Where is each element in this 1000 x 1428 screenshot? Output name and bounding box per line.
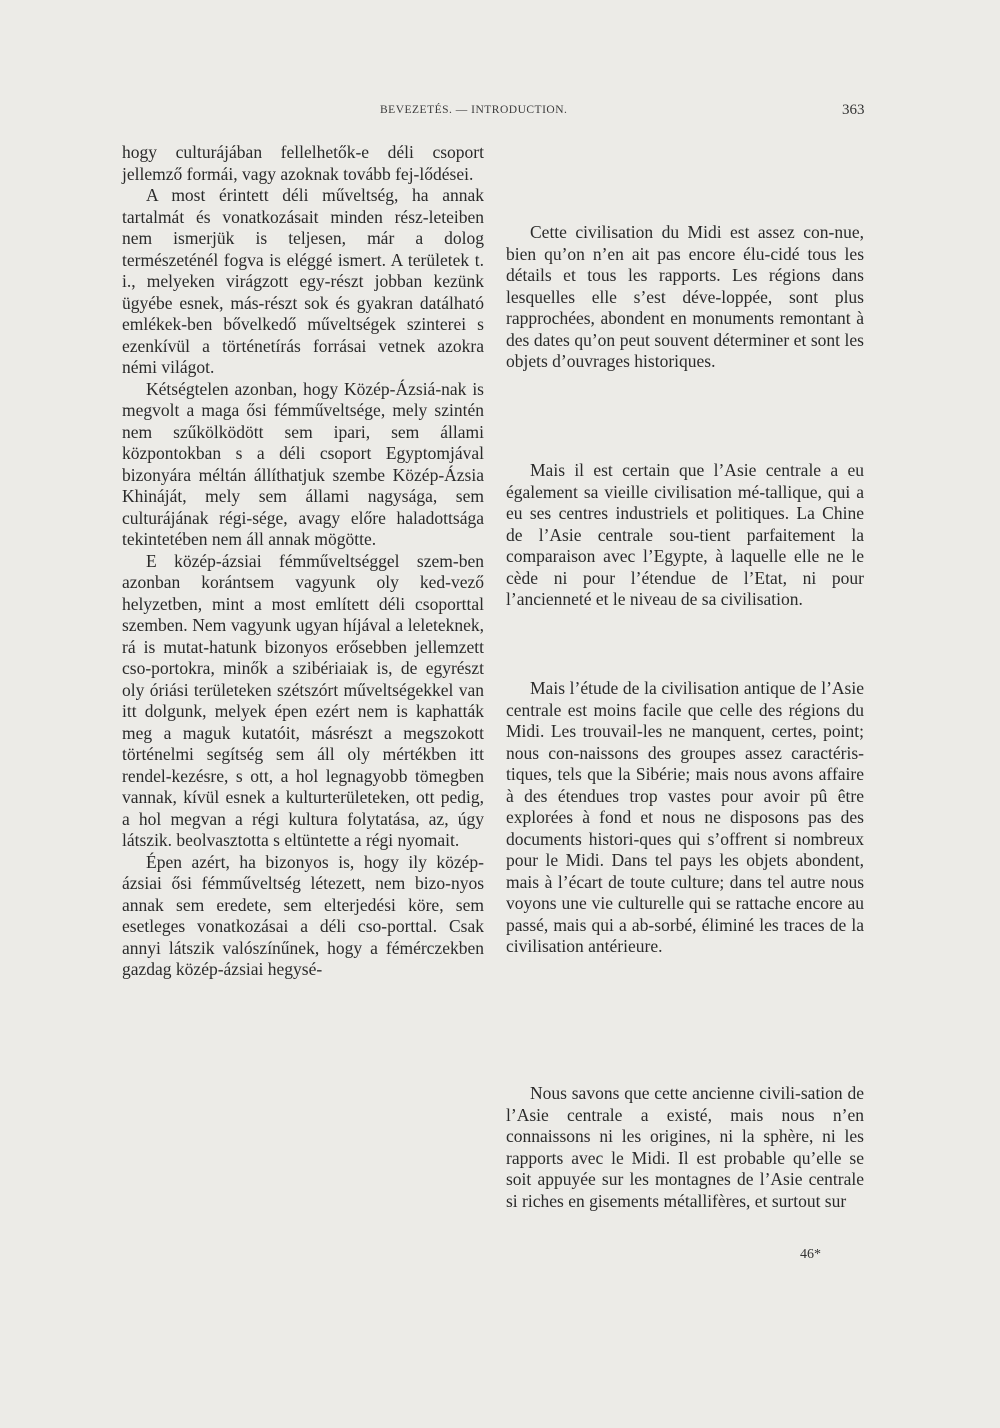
page-number: 363 xyxy=(842,102,865,118)
paragraph: E közép-ázsiai fémműveltséggel szem-ben azonban korántsem vagyunk oly ked-vező helyzetben, mint a most említett déli csoporttal szemben. Nem vagyunk ugyan híjával a leleteknek, rá is mutat-hatunk bizonyos erősebben jellemzett cso-portokra, minők a szibériaiak is, de egyrészt oly óriási területeken szétszórt műveltségekkel van itt dolgunk, melyek épen ezért nem is kaphatták meg a maguk kutatóit, másrészt a megszokott történelmi segítség sem áll oly mértékben itt rendel-kezésre, s ott, a hol legnagyobb tömegben vannak, kívül esnek a kulturterületeken, ott pedig, a hol megvan a régi kultura folytatása, az, úgy látszik. beolvasztotta s eltüntette a régi nyomait. xyxy=(122,550,484,850)
paragraph: A most érintett déli műveltség, ha annak tartalmát és vonatkozásait minden rész-leteiben nem ismerjük is teljesen, már a dolog természeténél fogva is eléggé ismert. A területek t. i., melyeken virágzott egy-részt jobban kezünk ügyébe esnek, más-részt sok és gyakran datálható emlékek-ben bővelkedő műveltségek szinterei s ezenkívül a történetírás forrásai vetnek azokra némi világot. xyxy=(122,185,484,377)
paragraph: Épen azért, ha bizonyos is, hogy ily közép-ázsiai ősi fémműveltség létezett, nem bizo-nyos annak sem eredete, sem elterjedési köre, sem esetleges vonatkozásai a déli cso-porttal. Csak annyi látszik valószínűnek, hogy a fémérczekben gazdag közép-ázsiai hegysé- xyxy=(122,851,484,979)
french-paragraph: Mais l’étude de la civilisation antique de l’Asie centrale est moins facile que celle des régions du Midi. Les trouvail-les ne manquent, certes, point; nous con-naissons des groupes assez caractéris-tiques, tels que la Sibérie; mais nous avons affaire à des étendues trop vastes pour avoir pû être explorées à fond et nous ne disposons pas des documents histori-ques qui s’offrent si nombreux pour le Midi. Dans tel pays les objets abondent, mais à l’écart de toute culture; dans tel autre nous voyons une vie culturelle qui se rattache encore au passé, mais qui a ab-sorbé, éliminé les traces de la civilisation antérieure. xyxy=(506,678,864,956)
running-header: BEVEZETÉS. — INTRODUCTION. xyxy=(380,104,568,116)
french-paragraph: Mais il est certain que l’Asie centrale a eu également sa vieille civilisation mé-tallique, qui a eu ses centres industriels et politiques. La Chine de l’Asie centrale sou-tient parfaitement la comparaison avec l’Egypte, à laquelle elle ne le cède ni pour l’étendue de l’Etat, ni pour l’ancienneté et le niveau de sa civilisation. xyxy=(506,460,864,609)
french-paragraph: Nous savons que cette ancienne civili-sation de l’Asie centrale a existé, mais nous n’en connaissons ni les origines, ni la sphère, ni les rapports avec le Midi. Il est probable qu’elle se soit appuyée sur les montagnes de l’Asie centrale si riches en gisements métallifères, et surtout sur xyxy=(506,1083,864,1211)
french-paragraph: Cette civilisation du Midi est assez con-nue, bien qu’on n’en ait pas encore élu-cidé tous les détails et tous les rapports. Les régions dans lesquelles elle s’est déve-loppée, sont plus rapprochées, abondent en monuments remontant à des dates qu’on peut souvent déterminer et sont les objets d’ouvrages historiques. xyxy=(506,222,864,371)
paragraph: hogy culturájában fellelhetők-e déli csoport jellemző formái, vagy azoknak tovább fej-lődései. xyxy=(122,142,484,184)
hungarian-column xyxy=(122,142,484,981)
signature-mark: 46* xyxy=(800,1247,821,1262)
paragraph: Kétségtelen azonban, hogy Közép-Ázsiá-nak is megvolt a maga ősi fémműveltsége, mely szintén nem szűkölködött sem ipari, sem állami központokban s a déli csoport Egyptomjával bizonyára méltán állíthatjuk szembe Közép-Ázsia Khináját, mely sem állami nagysága, sem culturájának régi-sége, avagy előre haladottsága tekintetében nem áll annak mögötte. xyxy=(122,378,484,549)
